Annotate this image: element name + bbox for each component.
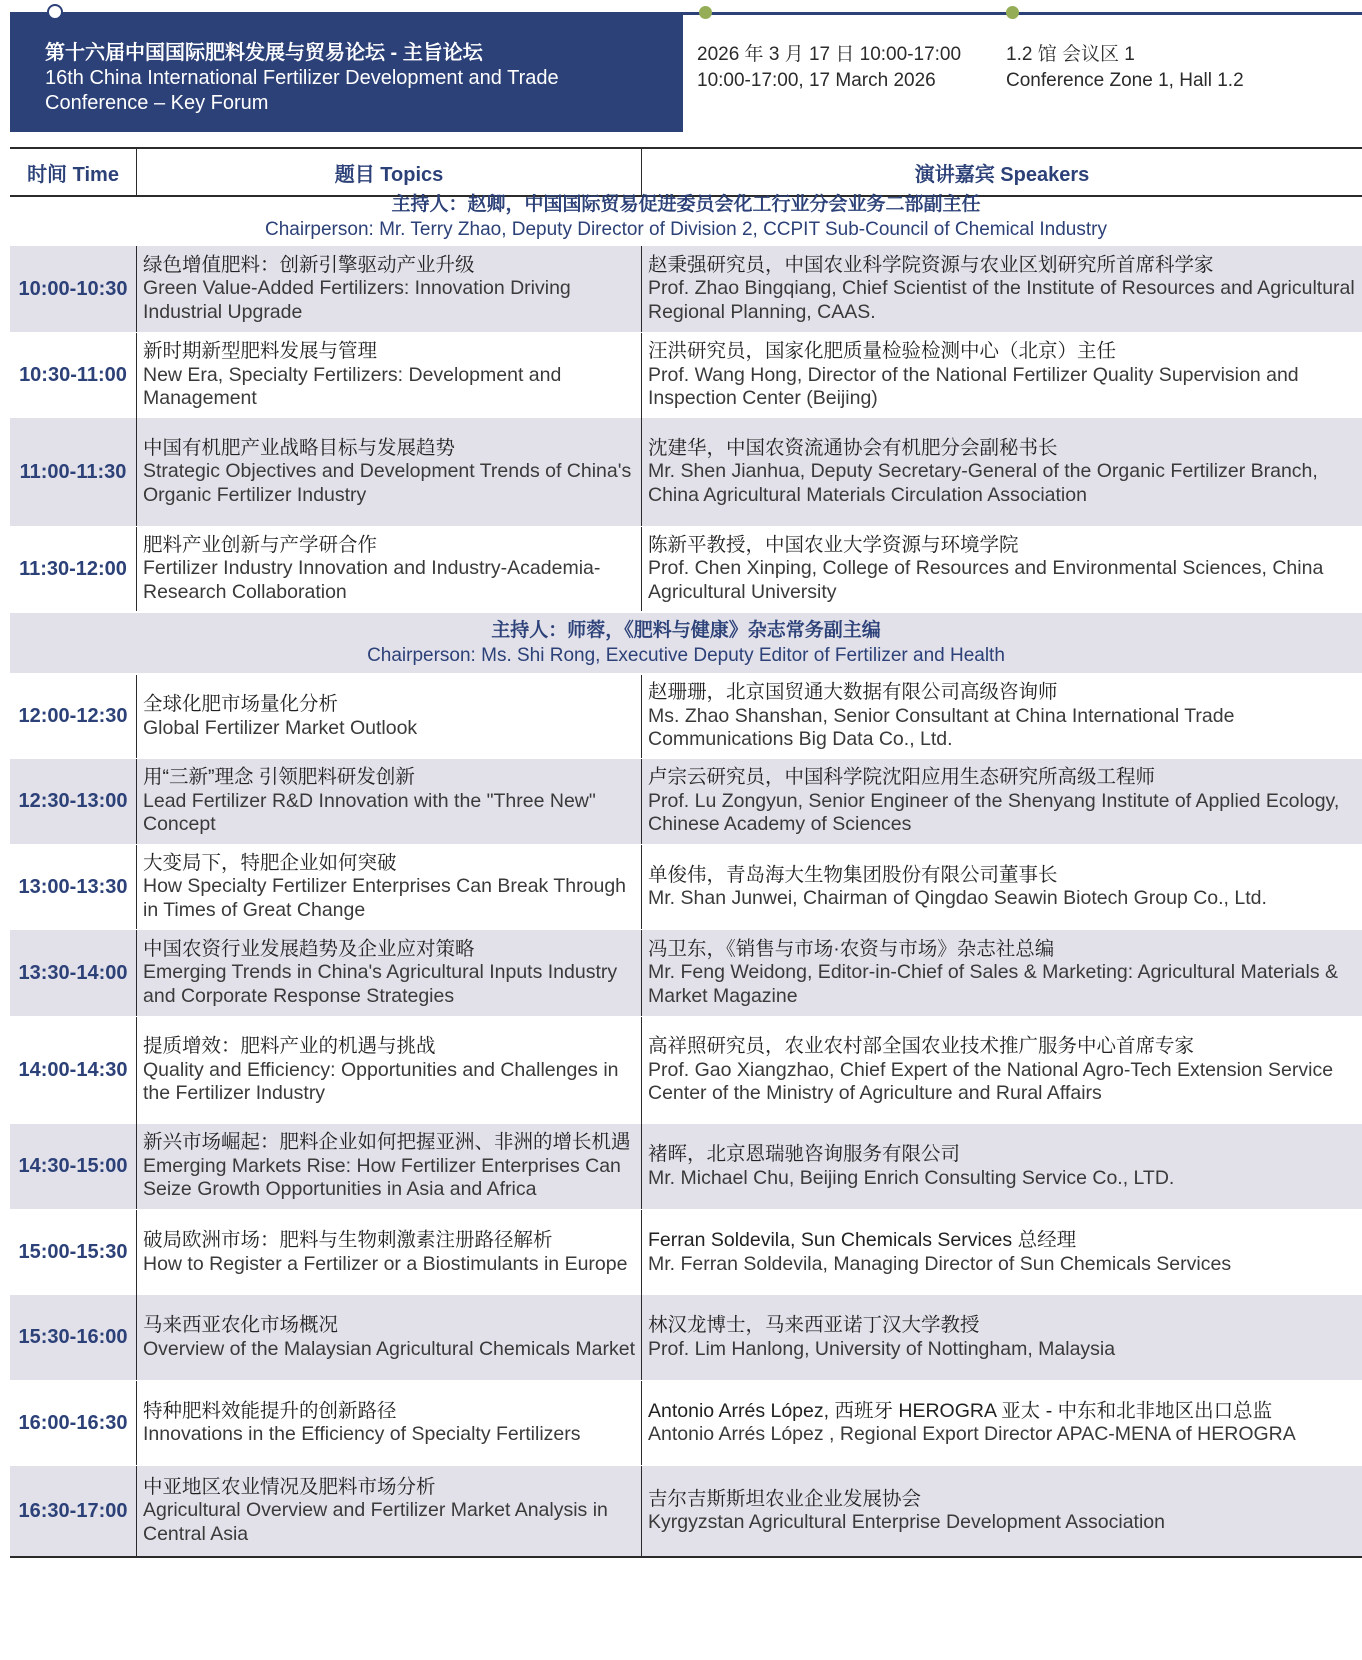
speaker-en: Kyrgyzstan Agricultural Enterprise Development Association <box>648 1511 1165 1533</box>
topic-en: Global Fertilizer Market Outlook <box>143 716 418 739</box>
speaker-cn: 汪洪研究员，国家化肥质量检验检测中心（北京）主任 <box>648 340 1117 363</box>
column-divider <box>641 1124 642 1209</box>
column-header-speakers: 演讲嘉宾 Speakers <box>914 163 1090 186</box>
speaker-en: Prof. Lu Zongyun, Senior Engineer of the Shenyang Institute of Applied Ecology, Chinese Academy of Sciences <box>648 789 1340 836</box>
column-divider <box>136 1295 137 1380</box>
row-time: 14:30-15:00 <box>18 1155 128 1177</box>
topic-en: Overview of the Malaysian Agricultural Chemicals Market <box>143 1337 636 1360</box>
timeline-dot-icon <box>699 6 712 19</box>
topic-en: How Specialty Fertilizer Enterprises Can Break Through in Times of Great Change <box>143 875 627 921</box>
row-time: 13:30-14:00 <box>18 961 128 984</box>
topic-cn: 提质增效：肥料产业的机遇与挑战 <box>143 1035 436 1058</box>
topic-cn: 中国农资行业发展趋势及企业应对策略 <box>143 937 475 960</box>
speaker-cn: 沈建华，中国农资流通协会有机肥分会副秘书长 <box>648 436 1058 459</box>
row-speaker <box>648 246 1362 332</box>
topic-cn: 全球化肥市场量化分析 <box>143 693 339 715</box>
speaker-en: Prof. Lim Hanlong, University of Nottingham, Malaysia <box>648 1337 1116 1360</box>
topic-cn: 大变局下，特肥企业如何突破 <box>143 851 397 874</box>
topic-cn: 马来西亚农化市场概况 <box>143 1314 339 1336</box>
row-speaker <box>648 1466 1362 1556</box>
row-topic <box>143 930 638 1016</box>
row-speaker <box>648 418 1362 526</box>
topic-en: Agricultural Overview and Fertilizer Market Analysis in Central Asia <box>143 1499 608 1545</box>
row-time: 14:00-14:30 <box>18 1059 128 1081</box>
column-divider <box>641 675 642 758</box>
row-time: 12:00-12:30 <box>18 705 128 727</box>
chair-en: Chairperson: Ms. Shi Rong, Executive Deputy Editor of Fertilizer and Health <box>367 645 1005 666</box>
column-divider <box>136 418 137 526</box>
session-chair <box>10 618 1362 668</box>
chair-en: Chairperson: Mr. Terry Zhao, Deputy Director of Division 2, CCPIT Sub-Council of Chemical Industry <box>265 219 1107 240</box>
table-row <box>10 845 1362 929</box>
column-divider <box>641 246 642 332</box>
column-divider <box>641 1210 642 1295</box>
topic-en: Green Value-Added Fertilizers: Innovation Driving Industrial Upgrade <box>143 277 571 323</box>
row-topic <box>143 675 638 758</box>
row-time: 16:30-17:00 <box>18 1499 128 1522</box>
speaker-cn: 褚晖，北京恩瑞驰咨询服务有限公司 <box>648 1143 961 1165</box>
column-divider <box>136 333 137 418</box>
column-divider <box>136 149 137 195</box>
speaker-en: Prof. Gao Xiangzhao, Chief Expert of the National Agro-Tech Extension Service Center of the Ministry of Agriculture and Rural Affairs <box>648 1058 1334 1105</box>
topic-en: Fertilizer Industry Innovation and Industry-Academia-Research Collaboration <box>143 557 601 603</box>
speaker-en: Mr. Michael Chu, Beijing Enrich Consulting Service Co., LTD. <box>648 1166 1175 1189</box>
speaker-en: Prof. Chen Xinping, College of Resources and Environmental Sciences, China Agricultural University <box>648 557 1324 603</box>
topic-cn: 中亚地区农业情况及肥料市场分析 <box>143 1475 436 1498</box>
topic-en: How to Register a Fertilizer or a Biostimulants in Europe <box>143 1252 628 1275</box>
column-divider <box>136 1466 137 1556</box>
topic-cn: 中国有机肥产业战略目标与发展趋势 <box>143 436 456 459</box>
table-column-headers <box>10 149 1362 197</box>
conference-title-en-1: 16th China International Fertilizer Development and Trade <box>45 67 559 89</box>
table-bottom-rule <box>10 1556 1362 1558</box>
column-divider <box>641 333 642 418</box>
column-divider <box>136 930 137 1016</box>
table-row <box>10 675 1362 758</box>
column-divider <box>136 675 137 758</box>
column-header-topics: 题目 Topics <box>334 163 444 186</box>
row-speaker <box>648 1124 1362 1209</box>
row-speaker <box>648 333 1362 418</box>
row-time: 10:00-10:30 <box>18 277 128 300</box>
event-date <box>697 42 961 94</box>
row-topic <box>143 333 638 418</box>
row-speaker <box>648 1381 1362 1465</box>
row-speaker <box>648 1210 1362 1295</box>
row-time: 12:30-13:00 <box>18 790 128 812</box>
column-divider <box>641 1381 642 1465</box>
column-divider <box>136 1210 137 1295</box>
table-row <box>10 759 1362 844</box>
header-top-line <box>683 12 1362 15</box>
event-date-en: 10:00-17:00, 17 March 2026 <box>697 70 936 91</box>
topic-cn: 绿色增值肥料：创新引擎驱动产业升级 <box>143 253 475 276</box>
column-divider <box>136 1017 137 1124</box>
speaker-en: Antonio Arrés López , Regional Export Director APAC-MENA of HEROGRA <box>648 1423 1296 1445</box>
table-row <box>10 930 1362 1016</box>
topic-cn: 用“三新”理念 引领肥料研发创新 <box>143 766 415 789</box>
topic-en: Strategic Objectives and Development Trends of China's Organic Fertilizer Industry <box>143 460 632 506</box>
row-speaker <box>648 759 1362 844</box>
column-header-time: 时间 Time <box>27 163 119 186</box>
topic-cn: 新兴市场崛起：肥料企业如何把握亚洲、非洲的增长机遇 <box>143 1131 631 1154</box>
column-divider <box>641 759 642 844</box>
row-speaker <box>648 1295 1362 1380</box>
speaker-cn: 卢宗云研究员，中国科学院沈阳应用生态研究所高级工程师 <box>648 766 1156 789</box>
conference-title <box>45 40 675 116</box>
topic-en: Quality and Efficiency: Opportunities and Challenges in the Fertilizer Industry <box>143 1058 619 1105</box>
row-topic <box>143 418 638 526</box>
topic-cn: 破局欧洲市场：肥料与生物刺激素注册路径解析 <box>143 1229 553 1251</box>
column-divider <box>641 1017 642 1124</box>
row-time: 13:00-13:30 <box>18 875 128 898</box>
column-divider <box>641 149 642 195</box>
row-speaker <box>648 930 1362 1016</box>
table-row <box>10 1466 1362 1556</box>
row-topic <box>143 1124 638 1209</box>
row-topic <box>143 1017 638 1124</box>
speaker-en: Ms. Zhao Shanshan, Senior Consultant at China International Trade Communications Big Data Co., Ltd. <box>648 704 1235 751</box>
row-topic <box>143 1466 638 1556</box>
speaker-cn: 高祥照研究员，农业农村部全国农业技术推广服务中心首席专家 <box>648 1035 1195 1058</box>
row-topic <box>143 1381 638 1465</box>
column-divider <box>641 418 642 526</box>
row-topic <box>143 759 638 844</box>
column-divider <box>136 1381 137 1465</box>
table-row <box>10 333 1362 418</box>
conference-title-cn: 第十六届中国国际肥料发展与贸易论坛 - 主旨论坛 <box>45 42 483 64</box>
column-divider <box>136 1124 137 1209</box>
row-speaker <box>648 845 1362 929</box>
row-speaker <box>648 1017 1362 1124</box>
conference-title-en-2: Conference – Key Forum <box>45 92 269 114</box>
topic-en: Emerging Markets Rise: How Fertilizer Enterprises Can Seize Growth Opportunities in Asia and Africa <box>143 1154 621 1201</box>
speaker-cn: 赵秉强研究员，中国农业科学院资源与农业区划研究所首席科学家 <box>648 253 1214 276</box>
row-topic <box>143 1295 638 1380</box>
speaker-cn: Ferran Soldevila, Sun Chemicals Services 总经理 <box>648 1229 1077 1251</box>
table-row <box>10 1124 1362 1209</box>
topic-en: Innovations in the Efficiency of Specialty Fertilizers <box>143 1423 581 1445</box>
column-divider <box>641 930 642 1016</box>
session-chair <box>10 192 1362 242</box>
table-row <box>10 246 1362 332</box>
speaker-cn: 吉尔吉斯斯坦农业企业发展协会 <box>648 1487 922 1510</box>
speaker-cn: 陈新平教授，中国农业大学资源与环境学院 <box>648 533 1019 556</box>
row-time: 11:30-12:00 <box>19 557 127 580</box>
column-divider <box>136 246 137 332</box>
row-time: 11:00-11:30 <box>19 460 127 483</box>
row-topic <box>143 845 638 929</box>
column-divider <box>641 1295 642 1380</box>
timeline-ring-icon <box>47 4 63 20</box>
topic-en: Lead Fertilizer R&D Innovation with the "Three New" Concept <box>143 789 596 836</box>
event-venue-en: Conference Zone 1, Hall 1.2 <box>1006 70 1244 91</box>
row-topic <box>143 1210 638 1295</box>
speaker-cn: 单俊伟，青岛海大生物集团股份有限公司董事长 <box>648 863 1058 886</box>
column-divider <box>136 759 137 844</box>
row-speaker <box>648 527 1362 611</box>
row-topic <box>143 246 638 332</box>
column-divider <box>136 845 137 929</box>
speaker-cn: 赵珊珊，北京国贸通大数据有限公司高级咨询师 <box>648 681 1058 704</box>
topic-cn: 新时期新型肥料发展与管理 <box>143 340 378 363</box>
timeline-dot-icon <box>1006 6 1019 19</box>
event-venue-cn: 1.2 馆 会议区 1 <box>1006 44 1135 65</box>
chair-cn: 主持人：赵卿，中国国际贸易促进委员会化工行业分会业务二部副主任 <box>391 194 981 215</box>
row-time: 15:30-16:00 <box>18 1326 128 1348</box>
speaker-en: Prof. Wang Hong, Director of the National Fertilizer Quality Supervision and Inspection Center (Beijing) <box>648 363 1299 410</box>
table-row <box>10 1295 1362 1380</box>
speaker-en: Mr. Shen Jianhua, Deputy Secretary-General of the Organic Fertilizer Branch, China Agricultural Materials Circulation Association <box>648 460 1318 506</box>
topic-en: New Era, Specialty Fertilizers: Development and Management <box>143 363 562 410</box>
row-time: 10:30-11:00 <box>19 364 127 386</box>
row-topic <box>143 527 638 611</box>
column-divider <box>641 1466 642 1556</box>
speaker-cn: 林汉龙博士，马来西亚诺丁汉大学教授 <box>648 1314 980 1336</box>
table-row <box>10 418 1362 526</box>
row-speaker <box>648 675 1362 758</box>
event-venue <box>1006 42 1244 94</box>
speaker-en: Mr. Ferran Soldevila, Managing Director of Sun Chemicals Services <box>648 1252 1232 1275</box>
table-row <box>10 1210 1362 1295</box>
row-time: 16:00-16:30 <box>18 1411 128 1434</box>
table-row <box>10 527 1362 611</box>
table-row <box>10 1017 1362 1124</box>
event-date-cn: 2026 年 3 月 17 日 10:00-17:00 <box>697 44 962 65</box>
topic-cn: 特种肥料效能提升的创新路径 <box>143 1399 397 1422</box>
speaker-en: Mr. Shan Junwei, Chairman of Qingdao Seawin Biotech Group Co., Ltd. <box>648 887 1267 909</box>
column-divider <box>641 527 642 611</box>
topic-en: Emerging Trends in China's Agricultural Inputs Industry and Corporate Response Strategies <box>143 961 618 1007</box>
topic-cn: 肥料产业创新与产学研合作 <box>143 533 378 556</box>
speaker-en: Prof. Zhao Bingqiang, Chief Scientist of the Institute of Resources and Agricultural Regional Planning, CAAS. <box>648 277 1355 323</box>
row-time: 15:00-15:30 <box>18 1241 128 1263</box>
column-divider <box>641 845 642 929</box>
table-row <box>10 1381 1362 1465</box>
speaker-en: Mr. Feng Weidong, Editor-in-Chief of Sales & Marketing: Agricultural Materials & Market Magazine <box>648 961 1339 1007</box>
column-divider <box>136 527 137 611</box>
speaker-cn: Antonio Arrés López, 西班牙 HEROGRA 亚太 - 中东和北非地区出口总监 <box>648 1399 1273 1422</box>
chair-cn: 主持人：师蓉，《肥料与健康》杂志常务副主编 <box>491 620 881 641</box>
speaker-cn: 冯卫东，《销售与市场·农资与市场》杂志社总编 <box>648 937 1055 960</box>
